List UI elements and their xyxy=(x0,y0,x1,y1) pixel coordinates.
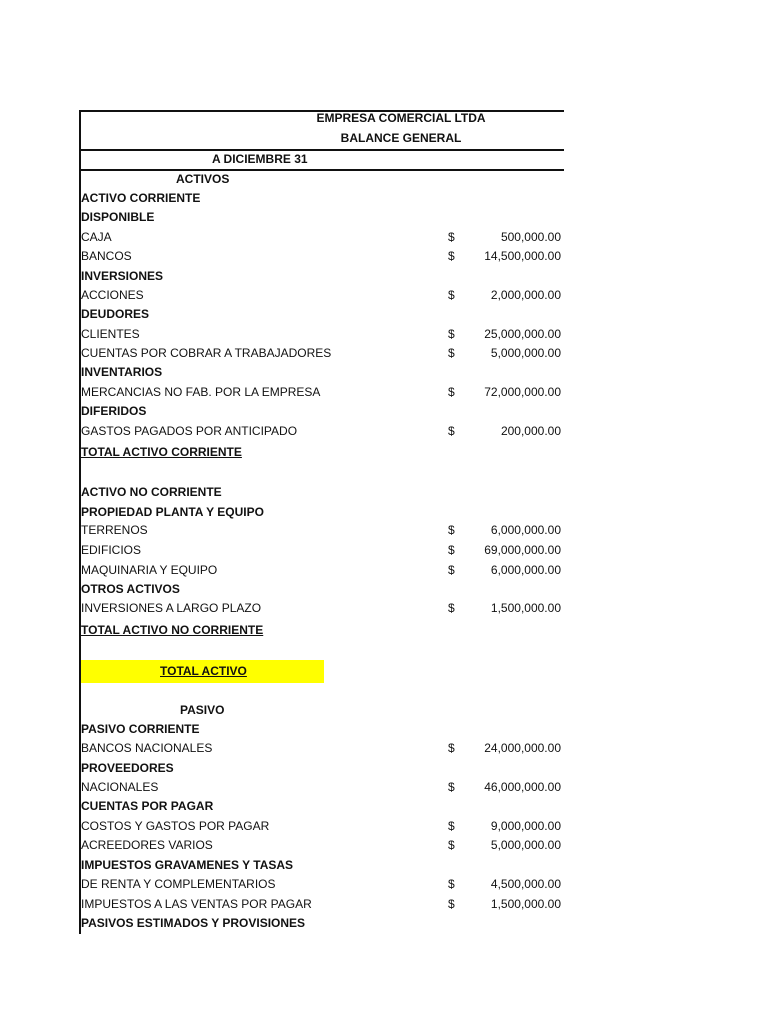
inv-largo-plazo-currency: $ xyxy=(448,601,455,615)
section-pasivo: PASIVO xyxy=(180,703,225,717)
acreedores-amount: 5,000,000.00 xyxy=(490,838,561,852)
row-clientes xyxy=(81,325,561,343)
nacionales-currency: $ xyxy=(448,780,455,794)
row-cuentas-trabajadores xyxy=(81,344,561,362)
acciones-amount: 2,000,000.00 xyxy=(490,288,561,302)
bancos-label: BANCOS xyxy=(81,249,132,263)
caja-label: CAJA xyxy=(81,230,112,244)
inventarios-heading: INVENTARIOS xyxy=(81,365,163,379)
cuentas-trabajadores-label: CUENTAS POR COBRAR A TRABAJADORES xyxy=(81,346,332,360)
row-deudores xyxy=(81,305,561,323)
terrenos-amount: 6,000,000.00 xyxy=(490,523,561,537)
row-activo-corriente xyxy=(81,189,561,207)
edificios-amount: 69,000,000.00 xyxy=(484,543,561,557)
cuentas-por-pagar-heading: CUENTAS POR PAGAR xyxy=(81,799,214,813)
costos-gastos-currency: $ xyxy=(448,819,455,833)
row-nacionales xyxy=(81,778,561,796)
acciones-currency: $ xyxy=(448,288,455,302)
row-total-activo-corriente xyxy=(81,443,561,461)
activos-row xyxy=(81,170,561,188)
otros-activos-heading: OTROS ACTIVOS xyxy=(81,582,180,596)
gastos-anticipado-label: GASTOS PAGADOS POR ANTICIPADO xyxy=(81,424,298,438)
impuestos-ventas-currency: $ xyxy=(448,897,455,911)
clientes-label: CLIENTES xyxy=(81,327,140,341)
diferidos-heading: DIFERIDOS xyxy=(81,404,147,418)
row-pasivo xyxy=(81,701,561,719)
total-activo: TOTAL ACTIVO xyxy=(160,664,247,678)
row-maquinaria xyxy=(81,561,561,579)
deudores-heading: DEUDORES xyxy=(81,307,150,321)
caja-currency: $ xyxy=(448,230,455,244)
activo-no-corriente-heading: ACTIVO NO CORRIENTE xyxy=(81,485,222,499)
row-ppe xyxy=(81,503,561,521)
row-otros-activos xyxy=(81,580,561,598)
row-inversiones xyxy=(81,267,561,285)
maquinaria-currency: $ xyxy=(448,563,455,577)
report-title: BALANCE GENERAL xyxy=(340,131,462,145)
row-impuestos-grav xyxy=(81,856,561,874)
mercancias-label: MERCANCIAS NO FAB. POR LA EMPRESA xyxy=(81,385,321,399)
row-gastos-anticipado xyxy=(81,422,561,440)
impuestos-ventas-label: IMPUESTOS A LAS VENTAS POR PAGAR xyxy=(81,897,312,911)
renta-label: DE RENTA Y COMPLEMENTARIOS xyxy=(81,877,276,891)
row-activo-no-corriente xyxy=(81,483,561,501)
ppe-heading: PROPIEDAD PLANTA Y EQUIPO xyxy=(81,505,264,519)
costos-gastos-amount: 9,000,000.00 xyxy=(490,819,561,833)
inversiones-heading: INVERSIONES xyxy=(81,269,164,283)
costos-gastos-label: COSTOS Y GASTOS POR PAGAR xyxy=(81,819,270,833)
row-inventarios xyxy=(81,363,561,381)
maquinaria-label: MAQUINARIA Y EQUIPO xyxy=(81,563,218,577)
row-cuentas-por-pagar xyxy=(81,797,561,815)
renta-amount: 4,500,000.00 xyxy=(490,877,561,891)
bancos-nacionales-label: BANCOS NACIONALES xyxy=(81,741,213,755)
row-bancos-nacionales xyxy=(81,739,561,757)
inv-largo-plazo-label: INVERSIONES A LARGO PLAZO xyxy=(81,601,262,615)
acreedores-currency: $ xyxy=(448,838,455,852)
gastos-anticipado-amount: 200,000.00 xyxy=(500,424,561,438)
edificios-currency: $ xyxy=(448,543,455,557)
row-disponible xyxy=(81,208,561,226)
row-diferidos xyxy=(81,402,561,420)
bancos-amount: 14,500,000.00 xyxy=(484,249,561,263)
terrenos-currency: $ xyxy=(448,523,455,537)
row-mercancias xyxy=(81,383,561,401)
gastos-anticipado-currency: $ xyxy=(448,424,455,438)
renta-currency: $ xyxy=(448,877,455,891)
row-pasivo-corriente xyxy=(81,720,561,738)
clientes-currency: $ xyxy=(448,327,455,341)
row-bancos xyxy=(81,247,561,265)
bancos-nacionales-amount: 24,000,000.00 xyxy=(484,741,561,755)
mercancias-currency: $ xyxy=(448,385,455,399)
pasivo-corriente-heading: PASIVO CORRIENTE xyxy=(81,722,200,736)
row-impuestos-ventas xyxy=(81,895,561,913)
bancos-currency: $ xyxy=(448,249,455,263)
row-proveedores xyxy=(81,759,561,777)
inv-largo-plazo-amount: 1,500,000.00 xyxy=(490,601,561,615)
bancos-nacionales-currency: $ xyxy=(448,741,455,755)
report-row xyxy=(81,129,561,147)
mercancias-amount: 72,000,000.00 xyxy=(484,385,561,399)
impuestos-ventas-amount: 1,500,000.00 xyxy=(490,897,561,911)
section-activos: ACTIVOS xyxy=(176,172,230,186)
nacionales-label: NACIONALES xyxy=(81,780,159,794)
report-date: A DICIEMBRE 31 xyxy=(212,152,308,166)
cuentas-trabajadores-currency: $ xyxy=(448,346,455,360)
proveedores-heading: PROVEEDORES xyxy=(81,761,174,775)
edificios-label: EDIFICIOS xyxy=(81,543,142,557)
row-total-activo xyxy=(81,662,561,680)
cuentas-trabajadores-amount: 5,000,000.00 xyxy=(490,346,561,360)
nacionales-amount: 46,000,000.00 xyxy=(484,780,561,794)
date-row xyxy=(81,150,561,168)
maquinaria-amount: 6,000,000.00 xyxy=(490,563,561,577)
terrenos-label: TERRENOS xyxy=(81,523,148,537)
total-activo-no-corriente: TOTAL ACTIVO NO CORRIENTE xyxy=(81,623,264,637)
row-pasivos-estimados xyxy=(81,914,561,932)
disponible-heading: DISPONIBLE xyxy=(81,210,155,224)
row-inv-largo-plazo xyxy=(81,599,561,617)
caja-amount: 500,000.00 xyxy=(500,230,561,244)
acreedores-label: ACREEDORES VARIOS xyxy=(81,838,213,852)
row-acciones xyxy=(81,286,561,304)
acciones-label: ACCIONES xyxy=(81,288,144,302)
row-costos-gastos xyxy=(81,817,561,835)
row-edificios xyxy=(81,541,561,559)
pasivos-estimados-heading: PASIVOS ESTIMADOS Y PROVISIONES xyxy=(81,916,306,930)
row-terrenos xyxy=(81,521,561,539)
clientes-amount: 25,000,000.00 xyxy=(484,327,561,341)
impuestos-grav-heading: IMPUESTOS GRAVAMENES Y TASAS xyxy=(81,858,294,872)
total-activo-corriente: TOTAL ACTIVO CORRIENTE xyxy=(81,445,242,459)
row-renta xyxy=(81,875,561,893)
activo-corriente-heading: ACTIVO CORRIENTE xyxy=(81,191,201,205)
company-row xyxy=(81,109,561,127)
row-acreedores xyxy=(81,836,561,854)
row-caja xyxy=(81,228,561,246)
row-total-activo-no-corriente xyxy=(81,621,561,639)
company-name: EMPRESA COMERCIAL LTDA xyxy=(316,111,486,125)
